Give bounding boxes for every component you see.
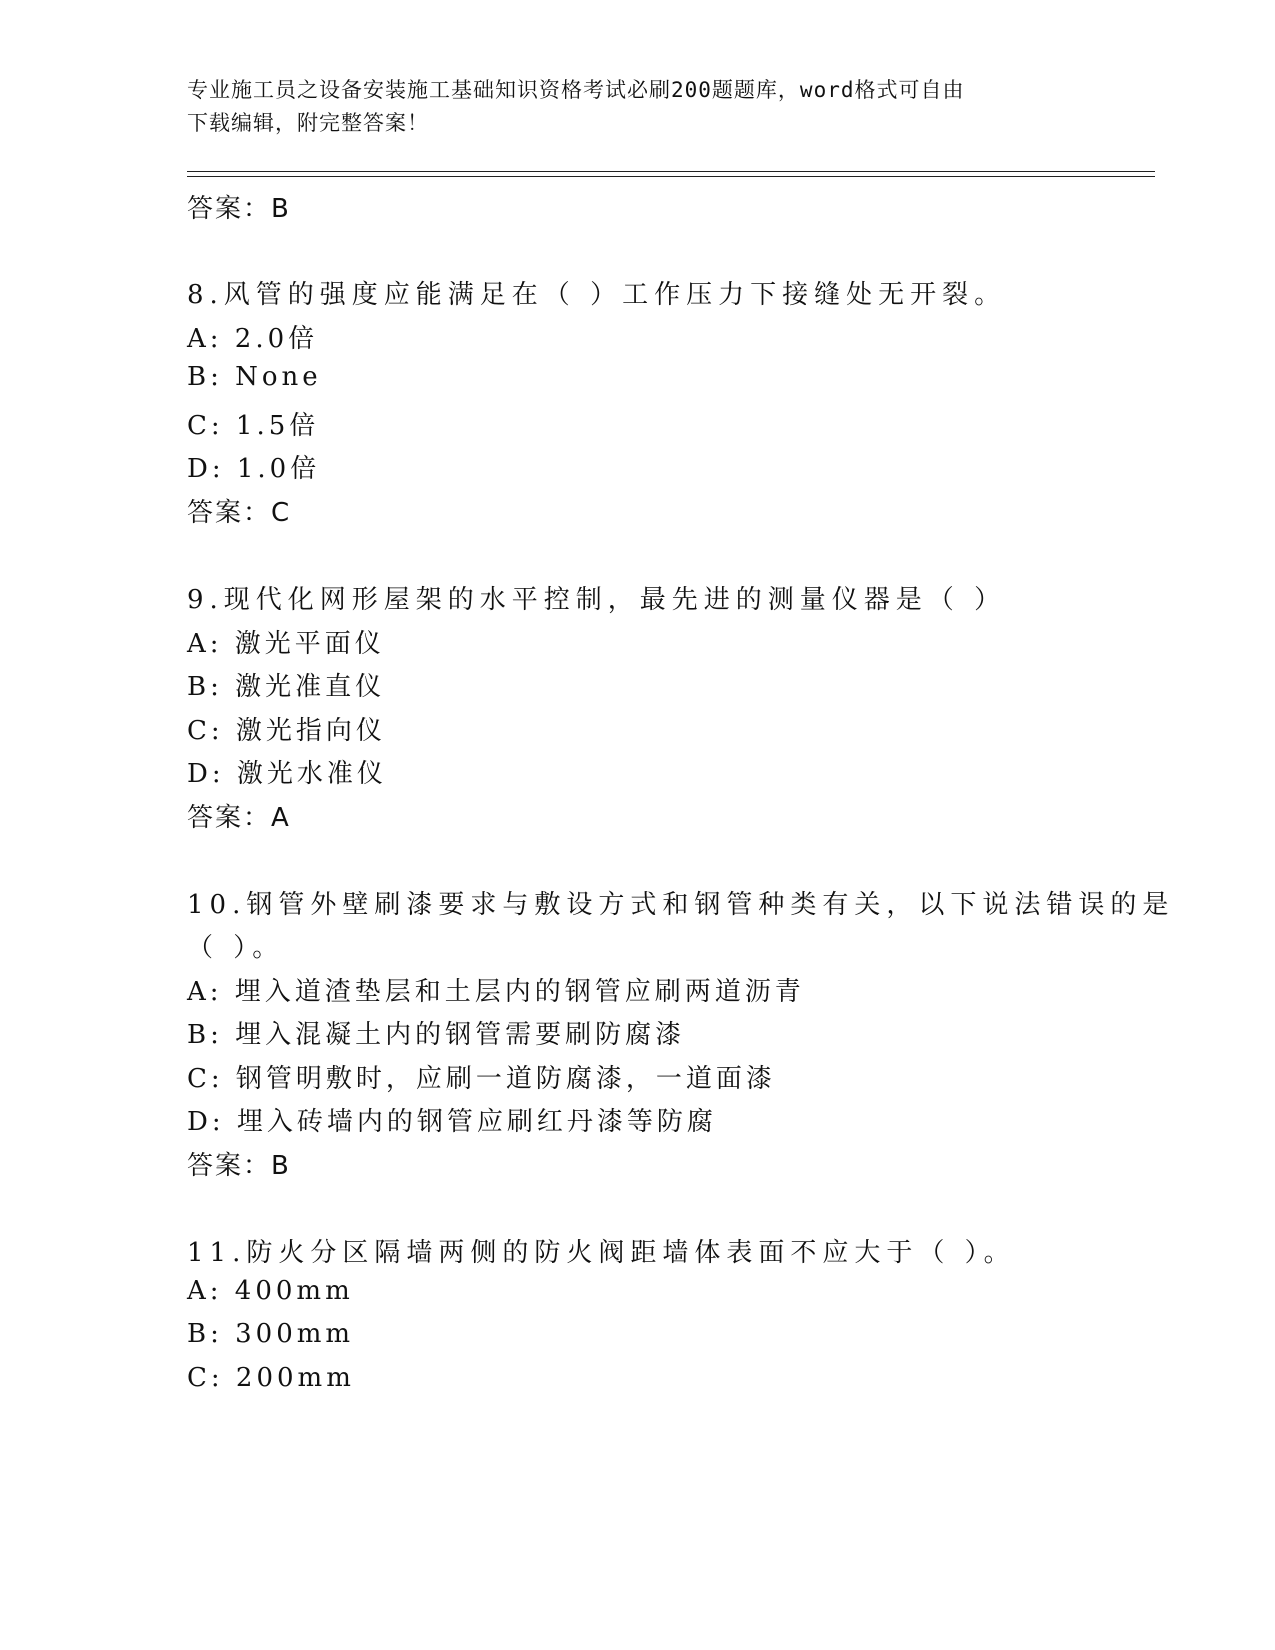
question-9-stem: 9.现代化网形屋架的水平控制，最先进的测量仪器是（ ） <box>187 585 1007 615</box>
question-9-option-d: D: 激光水准仪 <box>187 759 387 789</box>
question-11-option-b: B: 300mm <box>187 1319 355 1349</box>
question-8-answer: 答案：C <box>187 498 292 528</box>
question-8-option-a: A: 2.0倍 <box>187 324 319 354</box>
question-10-option-d: D: 埋入砖墙内的钢管应刷红丹漆等防腐 <box>187 1107 717 1137</box>
question-10-answer: 答案：B <box>187 1151 291 1181</box>
question-11-option-a: A: 400mm <box>187 1276 354 1306</box>
question-8-option-c: C: 1.5倍 <box>187 411 320 441</box>
answer-previous: 答案：B <box>187 194 291 224</box>
question-11-stem: 11.防火分区隔墙两侧的防火阀距墙体表面不应大于（ ）。 <box>187 1238 1016 1268</box>
question-8-option-b: B: None <box>187 362 322 392</box>
question-9-answer: 答案：A <box>187 803 291 833</box>
question-10-option-b: B: 埋入混凝土内的钢管需要刷防腐漆 <box>187 1020 686 1050</box>
question-8-option-d: D: 1.0倍 <box>187 454 321 484</box>
question-9-option-b: B: 激光准直仪 <box>187 672 386 702</box>
question-8-stem: 8.风管的强度应能满足在（ ）工作压力下接缝处无开裂。 <box>187 280 1007 310</box>
header-title-line-1: 专业施工员之设备安装施工基础知识资格考试必刷200题题库，word格式可自由 <box>187 78 965 102</box>
question-10-stem-continued: （ ）。 <box>187 933 285 963</box>
question-10-option-a: A: 埋入道渣垫层和土层内的钢管应刷两道沥青 <box>187 977 805 1007</box>
question-10-stem: 10.钢管外壁刷漆要求与敷设方式和钢管种类有关，以下说法错误的是 <box>187 890 1175 920</box>
question-11-option-c: C: 200mm <box>187 1363 355 1393</box>
question-10-option-c: C: 钢管明敷时，应刷一道防腐漆，一道面漆 <box>187 1064 776 1094</box>
question-9-option-c: C: 激光指向仪 <box>187 716 386 746</box>
header-title-line-2: 下载编辑，附完整答案！ <box>187 111 429 135</box>
question-9-option-a: A: 激光平面仪 <box>187 629 385 659</box>
header-divider-bottom <box>187 176 1155 177</box>
header-divider-top <box>187 171 1155 172</box>
